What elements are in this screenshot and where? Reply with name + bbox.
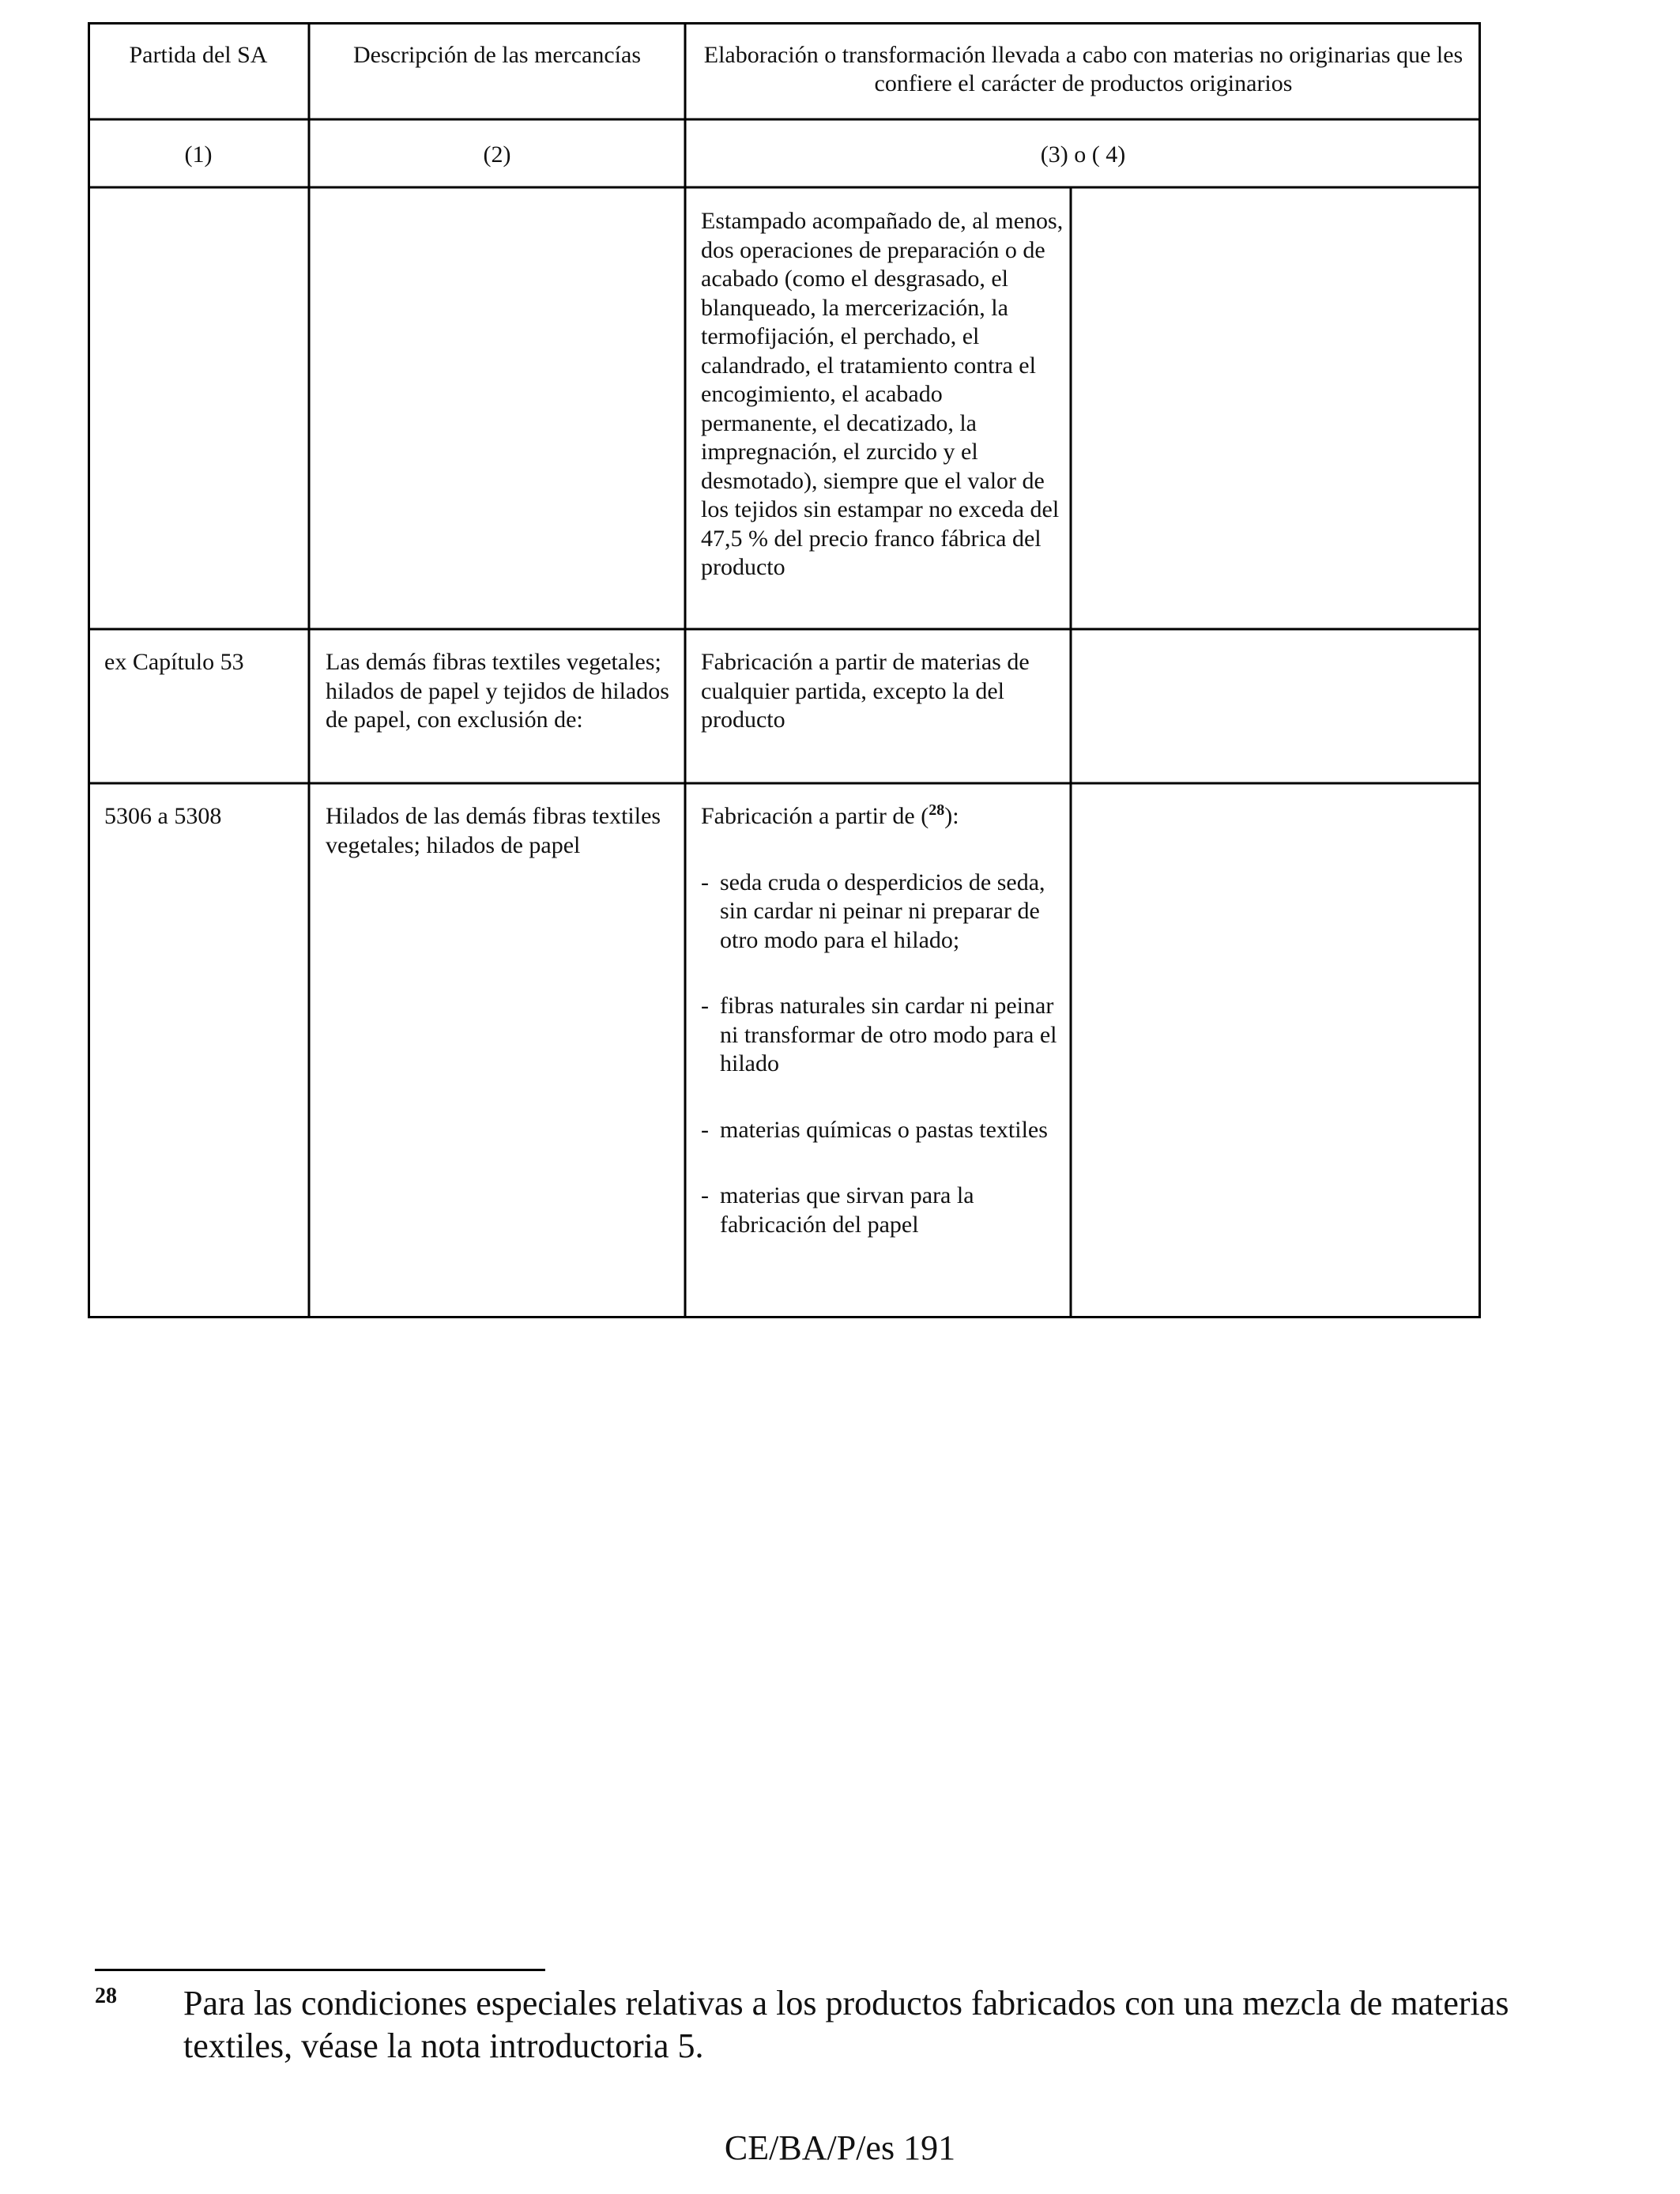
list-item-text: seda cruda o desperdicios de seda, sin cardar ni peinar ni preparar de otro modo para el hilado; (720, 869, 1045, 953)
list-item: - seda cruda o desperdicios de seda, sin cardar ni peinar ni preparar de otro modo para el hilado; (701, 869, 1045, 953)
list-item: - materias que sirvan para la fabricación del papel (701, 1182, 974, 1238)
footnote-ref[interactable]: 28 (929, 801, 945, 819)
row3-elaboracion (701, 802, 1064, 1239)
row3-partida: 5306 a 5308 (104, 803, 222, 829)
footnote-divider (95, 1969, 545, 1971)
header-descripcion: Descripción de las mercancías (353, 42, 641, 68)
row3-intro (701, 802, 1064, 831)
footnote-text: Para las condiciones especiales relativas a los productos fabricados con una mezcla de materias textiles, véase la nota introductoria 5. (183, 1984, 1509, 2065)
row3-intro-end: ): (944, 803, 959, 829)
header-partida: Partida del SA (129, 42, 268, 68)
list-item: - fibras naturales sin cardar ni peinar ni transformar de otro modo para el hilado (701, 993, 1057, 1076)
row2-descripcion: Las demás fibras textiles vegetales; hilados de papel y tejidos de hilados de papel, con exclusión de: (326, 649, 669, 733)
page-number: CE/BA/P/es 191 (724, 2128, 956, 2167)
row3-descripcion: Hilados de las demás fibras textiles vegetales; hilados de papel (326, 803, 661, 858)
list-item-text: materias químicas o pastas textiles (720, 1116, 1048, 1143)
row1-elaboracion: Estampado acompañado de, al menos, dos operaciones de preparación o de acabado (como el desgrasado, el blanqueado, la mercerización, la termofijación, el perchado, el calandrado, el tratamiento contra el encogimiento, el acabado permanente, el decatizado, la impregnación, el zurcido y el desmotado), siempre que el valor de los tejidos sin estampar no exceda del 47,5 % del precio franco fábrica del producto (701, 208, 1064, 580)
row3-intro-text: Fabricación a partir de ( (701, 803, 929, 829)
colnum-2: (2) (483, 141, 511, 168)
colnum-3-4: (3) o ( 4) (1040, 141, 1126, 168)
row2-partida: ex Capítulo 53 (104, 649, 244, 675)
materials-list (701, 869, 1064, 1240)
list-item-text: materias que sirvan para la fabricación del papel (720, 1182, 974, 1238)
footnote-number: 28 (95, 1984, 117, 2008)
row2-elaboracion: Fabricación a partir de materias de cualquier partida, excepto la del producto (701, 649, 1030, 733)
colnum-1: (1) (184, 141, 213, 168)
list-item-text: fibras naturales sin cardar ni peinar ni transformar de otro modo para el hilado (720, 993, 1057, 1076)
header-elaboracion: Elaboración o transformación llevada a cabo con materias no originarias que les confiere el carácter de productos originarios (703, 42, 1463, 96)
list-item: - materias químicas o pastas textiles (701, 1116, 1048, 1143)
